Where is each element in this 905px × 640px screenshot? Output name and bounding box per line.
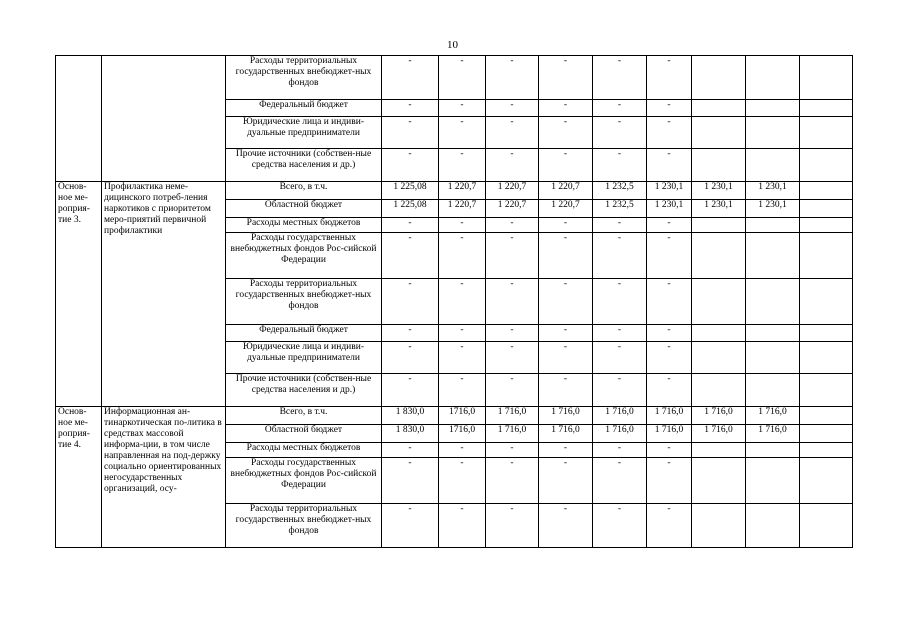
funding-source-cell: Расходы государственных внебюджетных фондов Рос-сийской Федерации	[226, 233, 382, 279]
year-value-cell	[692, 374, 746, 407]
year-value-cell: -	[486, 218, 539, 233]
year-value-cell	[800, 56, 853, 100]
year-value-cell: -	[486, 100, 539, 117]
year-value-cell: -	[593, 279, 647, 325]
year-value-cell	[800, 149, 853, 182]
year-value-cell: -	[439, 218, 486, 233]
year-value-cell: -	[593, 325, 647, 342]
funding-source-cell: Юридические лица и индиви-дуальные предприниматели	[226, 342, 382, 374]
year-value-cell	[692, 279, 746, 325]
year-value-cell: -	[593, 218, 647, 233]
year-value-cell: -	[593, 56, 647, 100]
measure-description-cell	[102, 56, 226, 182]
year-value-cell: -	[382, 218, 439, 233]
year-value-cell: -	[439, 279, 486, 325]
year-value-cell	[800, 182, 853, 200]
year-value-cell: 1 716,0	[692, 425, 746, 443]
year-value-cell	[800, 458, 853, 504]
year-value-cell: 1 220,7	[439, 200, 486, 218]
year-value-cell: 1 716,0	[593, 407, 647, 425]
year-value-cell: 1 220,7	[439, 182, 486, 200]
year-value-cell: 1 230,1	[692, 182, 746, 200]
year-value-cell: 1 830,0	[382, 407, 439, 425]
funding-source-cell: Прочие источники (собствен-ные средства населения и др.)	[226, 374, 382, 407]
funding-source-cell: Расходы местных бюджетов	[226, 443, 382, 458]
funding-source-cell: Областной бюджет	[226, 425, 382, 443]
year-value-cell: -	[593, 233, 647, 279]
year-value-cell: 1 220,7	[539, 200, 593, 218]
year-value-cell: -	[486, 233, 539, 279]
year-value-cell: -	[439, 443, 486, 458]
year-value-cell: -	[647, 218, 692, 233]
year-value-cell: -	[439, 504, 486, 548]
year-value-cell	[746, 458, 800, 504]
year-value-cell	[692, 342, 746, 374]
year-value-cell	[692, 458, 746, 504]
year-value-cell: -	[382, 100, 439, 117]
funding-source-cell: Расходы территориальных государственных внебюджет-ных фондов	[226, 279, 382, 325]
year-value-cell: -	[382, 233, 439, 279]
year-value-cell: -	[647, 117, 692, 149]
year-value-cell: -	[486, 117, 539, 149]
year-value-cell: 1 220,7	[486, 200, 539, 218]
funding-source-cell: Всего, в т.ч.	[226, 407, 382, 425]
year-value-cell: 1 225,08	[382, 200, 439, 218]
year-value-cell: -	[382, 149, 439, 182]
year-value-cell: -	[593, 374, 647, 407]
year-value-cell: -	[647, 233, 692, 279]
year-value-cell: 1716,0	[439, 425, 486, 443]
financing-table	[55, 55, 853, 548]
year-value-cell	[692, 117, 746, 149]
year-value-cell: -	[539, 458, 593, 504]
year-value-cell: -	[593, 504, 647, 548]
year-value-cell	[800, 342, 853, 374]
year-value-cell: -	[486, 279, 539, 325]
year-value-cell	[800, 100, 853, 117]
year-value-cell: 1 716,0	[539, 425, 593, 443]
year-value-cell	[800, 117, 853, 149]
year-value-cell: -	[647, 100, 692, 117]
funding-source-cell: Прочие источники (собствен-ные средства населения и др.)	[226, 149, 382, 182]
year-value-cell: -	[382, 325, 439, 342]
measure-code-cell: Основ-ное ме-роприя-тие 4.	[56, 407, 102, 548]
year-value-cell	[800, 374, 853, 407]
year-value-cell: 1716,0	[439, 407, 486, 425]
year-value-cell	[746, 443, 800, 458]
funding-source-cell: Расходы территориальных государственных внебюджет-ных фондов	[226, 56, 382, 100]
measure-code-cell	[56, 56, 102, 182]
funding-source-cell: Федеральный бюджет	[226, 325, 382, 342]
year-value-cell: -	[539, 443, 593, 458]
year-value-cell	[800, 200, 853, 218]
funding-source-cell: Федеральный бюджет	[226, 100, 382, 117]
year-value-cell	[800, 407, 853, 425]
year-value-cell: 1 220,7	[539, 182, 593, 200]
measure-description-cell: Информационная ан-тинаркотическая по-литика в средствах массовой информа-ции, в том числе направленная на под-держку социально ориентированных негосударственных организаций, осу-	[102, 407, 226, 548]
year-value-cell: -	[647, 342, 692, 374]
year-value-cell: 1 230,1	[647, 182, 692, 200]
year-value-cell	[692, 504, 746, 548]
year-value-cell	[746, 504, 800, 548]
year-value-cell: -	[539, 149, 593, 182]
year-value-cell: -	[647, 443, 692, 458]
year-value-cell: -	[439, 56, 486, 100]
table-row	[56, 56, 853, 100]
year-value-cell: -	[439, 374, 486, 407]
funding-source-cell: Всего, в т.ч.	[226, 182, 382, 200]
year-value-cell: -	[382, 117, 439, 149]
year-value-cell: 1 716,0	[746, 407, 800, 425]
year-value-cell: 1 232,5	[593, 182, 647, 200]
measure-code-cell: Основ-ное ме-роприя-тие 3.	[56, 182, 102, 407]
year-value-cell: -	[382, 56, 439, 100]
funding-source-cell: Расходы местных бюджетов	[226, 218, 382, 233]
year-value-cell: -	[539, 374, 593, 407]
year-value-cell	[746, 279, 800, 325]
year-value-cell	[692, 325, 746, 342]
year-value-cell	[746, 56, 800, 100]
year-value-cell: -	[382, 504, 439, 548]
year-value-cell: -	[539, 218, 593, 233]
year-value-cell: -	[593, 117, 647, 149]
year-value-cell: 1 716,0	[539, 407, 593, 425]
year-value-cell: -	[439, 100, 486, 117]
year-value-cell: -	[539, 233, 593, 279]
year-value-cell: 1 716,0	[647, 425, 692, 443]
year-value-cell	[746, 218, 800, 233]
year-value-cell: 1 230,1	[746, 200, 800, 218]
year-value-cell: -	[486, 56, 539, 100]
year-value-cell: -	[486, 504, 539, 548]
year-value-cell: 1 716,0	[486, 407, 539, 425]
year-value-cell: -	[486, 374, 539, 407]
funding-source-cell: Юридические лица и индиви-дуальные предприниматели	[226, 117, 382, 149]
funding-source-cell: Расходы государственных внебюджетных фондов Рос-сийской Федерации	[226, 458, 382, 504]
year-value-cell: -	[439, 149, 486, 182]
year-value-cell: -	[486, 342, 539, 374]
year-value-cell: 1 230,1	[647, 200, 692, 218]
year-value-cell: -	[539, 279, 593, 325]
year-value-cell: 1 716,0	[647, 407, 692, 425]
year-value-cell: 1 230,1	[692, 200, 746, 218]
year-value-cell	[746, 233, 800, 279]
year-value-cell: -	[486, 149, 539, 182]
year-value-cell: -	[647, 149, 692, 182]
year-value-cell: 1 716,0	[593, 425, 647, 443]
year-value-cell	[692, 100, 746, 117]
year-value-cell: -	[593, 458, 647, 504]
year-value-cell	[692, 56, 746, 100]
year-value-cell: -	[593, 149, 647, 182]
year-value-cell: -	[382, 458, 439, 504]
year-value-cell: -	[647, 56, 692, 100]
table-body	[56, 56, 853, 548]
table-row	[56, 182, 853, 200]
year-value-cell: -	[439, 458, 486, 504]
year-value-cell: -	[439, 342, 486, 374]
measure-description-cell: Профилактика неме-дицинского потреб-ления наркотиков с приоритетом меро-приятий первичной профилактики	[102, 182, 226, 407]
year-value-cell	[746, 342, 800, 374]
year-value-cell	[800, 279, 853, 325]
year-value-cell: -	[439, 117, 486, 149]
year-value-cell	[800, 443, 853, 458]
year-value-cell	[800, 504, 853, 548]
year-value-cell	[800, 325, 853, 342]
year-value-cell: -	[647, 279, 692, 325]
year-value-cell: 1 230,1	[746, 182, 800, 200]
year-value-cell: 1 220,7	[486, 182, 539, 200]
year-value-cell: -	[382, 374, 439, 407]
year-value-cell	[800, 233, 853, 279]
year-value-cell	[746, 117, 800, 149]
year-value-cell	[800, 218, 853, 233]
year-value-cell: -	[486, 325, 539, 342]
year-value-cell: -	[439, 233, 486, 279]
year-value-cell	[746, 325, 800, 342]
year-value-cell: -	[382, 279, 439, 325]
funding-source-cell: Областной бюджет	[226, 200, 382, 218]
year-value-cell: -	[539, 100, 593, 117]
year-value-cell: 1 225,08	[382, 182, 439, 200]
year-value-cell: -	[539, 504, 593, 548]
year-value-cell	[746, 149, 800, 182]
year-value-cell	[692, 149, 746, 182]
table-row	[56, 407, 853, 425]
year-value-cell	[800, 425, 853, 443]
year-value-cell	[746, 100, 800, 117]
year-value-cell: 1 716,0	[486, 425, 539, 443]
year-value-cell: -	[647, 374, 692, 407]
year-value-cell: -	[439, 325, 486, 342]
year-value-cell: -	[647, 504, 692, 548]
year-value-cell: -	[539, 342, 593, 374]
year-value-cell: -	[486, 458, 539, 504]
year-value-cell: -	[593, 342, 647, 374]
year-value-cell: -	[382, 342, 439, 374]
year-value-cell: -	[593, 443, 647, 458]
funding-source-cell: Расходы территориальных государственных внебюджет-ных фондов	[226, 504, 382, 548]
year-value-cell: -	[647, 325, 692, 342]
year-value-cell: -	[539, 325, 593, 342]
year-value-cell	[692, 233, 746, 279]
year-value-cell	[746, 374, 800, 407]
year-value-cell: -	[647, 458, 692, 504]
year-value-cell: -	[539, 56, 593, 100]
year-value-cell: 1 232,5	[593, 200, 647, 218]
year-value-cell: -	[539, 117, 593, 149]
year-value-cell: -	[593, 100, 647, 117]
year-value-cell: -	[382, 443, 439, 458]
year-value-cell: 1 716,0	[746, 425, 800, 443]
year-value-cell	[692, 218, 746, 233]
page-number: 10	[447, 39, 458, 51]
year-value-cell: 1 830,0	[382, 425, 439, 443]
year-value-cell: 1 716,0	[692, 407, 746, 425]
year-value-cell: -	[486, 443, 539, 458]
year-value-cell	[692, 443, 746, 458]
